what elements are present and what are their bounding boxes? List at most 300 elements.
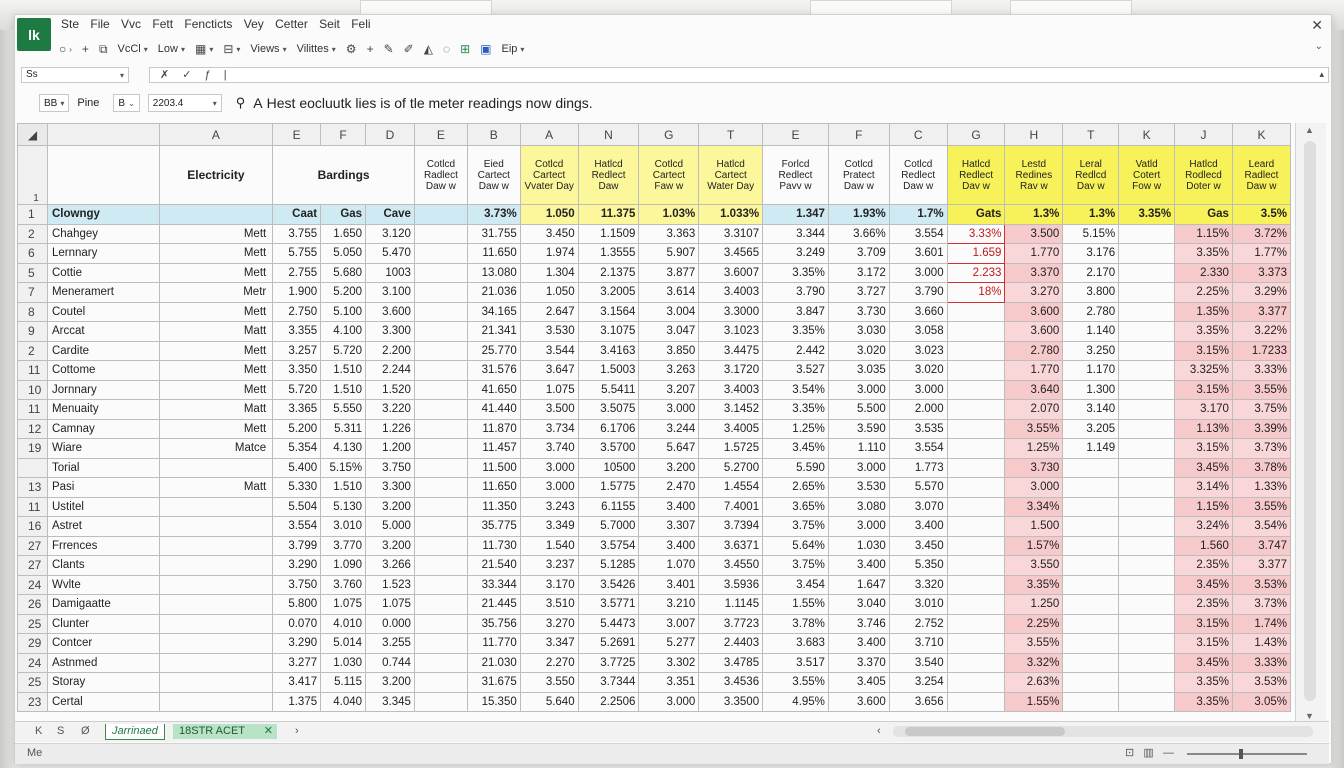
cell[interactable]: 1.075 xyxy=(321,595,366,615)
cell[interactable]: 5.350 xyxy=(889,556,947,576)
cell[interactable]: 1.226 xyxy=(366,419,415,439)
cell[interactable] xyxy=(414,380,467,400)
cell[interactable] xyxy=(1119,497,1175,517)
cell[interactable]: 3.300 xyxy=(366,478,415,498)
cell[interactable] xyxy=(414,283,467,303)
header-cell[interactable]: Vatld Cotert Fow w xyxy=(1119,146,1175,205)
spreadsheet-grid[interactable] xyxy=(17,123,1291,721)
subheader-cell[interactable]: Cave xyxy=(366,205,415,225)
cell[interactable]: 3.35% xyxy=(1175,322,1233,342)
cell[interactable]: 3.020 xyxy=(828,341,889,361)
cell[interactable]: 3.55% xyxy=(1005,634,1063,654)
subheader-cell[interactable] xyxy=(159,205,273,225)
menu-item[interactable]: Cetter xyxy=(275,17,308,31)
cell[interactable]: 3.058 xyxy=(889,322,947,342)
cell-unit[interactable] xyxy=(159,517,273,537)
cell[interactable]: 3.33% xyxy=(1232,653,1290,673)
cell[interactable]: 3.4536 xyxy=(699,673,763,693)
cell[interactable]: 3.000 xyxy=(639,400,699,420)
cell[interactable]: 1.25% xyxy=(763,419,829,439)
cell[interactable] xyxy=(1119,614,1175,634)
cell[interactable]: 3.349 xyxy=(520,517,578,537)
column-header[interactable] xyxy=(47,124,159,146)
cell[interactable]: 3.4163 xyxy=(578,341,639,361)
cell[interactable]: 2.233 xyxy=(947,263,1005,283)
cell[interactable]: 3.300 xyxy=(366,322,415,342)
cell-unit[interactable]: Mett xyxy=(159,263,273,283)
cell-name[interactable]: Wiare xyxy=(47,439,159,459)
menu-item[interactable]: Fett xyxy=(152,17,174,31)
cell[interactable] xyxy=(947,458,1005,478)
name-box[interactable]: Ss ▾ xyxy=(21,67,129,83)
cell[interactable]: 2.470 xyxy=(639,478,699,498)
column-header[interactable]: K xyxy=(1119,124,1175,146)
cell[interactable] xyxy=(1119,439,1175,459)
cell-unit[interactable] xyxy=(159,497,273,517)
header-cell[interactable] xyxy=(47,146,159,205)
cell[interactable]: 11.650 xyxy=(467,478,520,498)
subheader-cell[interactable]: 3.73% xyxy=(467,205,520,225)
cell[interactable]: 31.675 xyxy=(467,673,520,693)
cell[interactable]: 5.200 xyxy=(273,419,321,439)
cell[interactable]: 2.780 xyxy=(1063,302,1119,322)
cell[interactable]: 3.000 xyxy=(828,517,889,537)
sheet-tab-active[interactable]: Jarrinaed xyxy=(105,724,165,740)
cell[interactable]: 3.344 xyxy=(763,224,829,244)
cell-name[interactable]: Damigaatte xyxy=(47,595,159,615)
cell[interactable]: 34.165 xyxy=(467,302,520,322)
cell[interactable]: 3.799 xyxy=(273,536,321,556)
cell-name[interactable]: Ustitel xyxy=(47,497,159,517)
cell[interactable]: 3.35% xyxy=(1005,575,1063,595)
table-icon[interactable]: ⊞ xyxy=(460,42,471,56)
cell[interactable]: 3.140 xyxy=(1063,400,1119,420)
cell[interactable]: 5.200 xyxy=(321,283,366,303)
cell[interactable]: 3.450 xyxy=(520,224,578,244)
cell[interactable] xyxy=(1119,283,1175,303)
cell[interactable]: 3.320 xyxy=(889,575,947,595)
column-header[interactable]: G xyxy=(947,124,1005,146)
cell[interactable]: 1.500 xyxy=(1005,517,1063,537)
cell-name[interactable]: Frrences xyxy=(47,536,159,556)
cell[interactable]: 2.1375 xyxy=(578,263,639,283)
cell[interactable]: 5.1285 xyxy=(578,556,639,576)
cell[interactable]: 1.647 xyxy=(828,575,889,595)
cell-unit[interactable]: Mett xyxy=(159,380,273,400)
cell[interactable]: 35.775 xyxy=(467,517,520,537)
cell[interactable]: 3.3000 xyxy=(699,302,763,322)
cell[interactable]: 1.5725 xyxy=(699,439,763,459)
cell-name[interactable]: Chahgey xyxy=(47,224,159,244)
cell[interactable] xyxy=(414,224,467,244)
subheader-cell[interactable] xyxy=(414,205,467,225)
menu-item[interactable]: Vey xyxy=(243,17,264,31)
cell[interactable]: 3.755 xyxy=(273,224,321,244)
cell[interactable]: 11.770 xyxy=(467,634,520,654)
cell-unit[interactable]: Mett xyxy=(159,419,273,439)
cell[interactable] xyxy=(1119,595,1175,615)
cell[interactable]: 10500 xyxy=(578,458,639,478)
cell[interactable] xyxy=(414,478,467,498)
scroll-up-icon[interactable]: ▲ xyxy=(1305,125,1314,135)
cell[interactable]: 5.354 xyxy=(273,439,321,459)
cell[interactable]: 3.347 xyxy=(520,634,578,654)
cell[interactable]: 3.417 xyxy=(273,673,321,693)
cell[interactable] xyxy=(1119,400,1175,420)
cell[interactable]: 1.77% xyxy=(1232,244,1290,264)
cell[interactable]: 2.35% xyxy=(1175,556,1233,576)
cell[interactable]: 21.341 xyxy=(467,322,520,342)
cell[interactable] xyxy=(1119,575,1175,595)
cell[interactable]: 5.050 xyxy=(321,244,366,264)
cell[interactable]: 3.000 xyxy=(1005,478,1063,498)
cell[interactable]: 3.007 xyxy=(639,614,699,634)
cell[interactable]: 11.350 xyxy=(467,497,520,517)
cell[interactable]: 3.15% xyxy=(1175,380,1233,400)
cell[interactable] xyxy=(947,302,1005,322)
cell[interactable]: 3.4003 xyxy=(699,380,763,400)
cell[interactable] xyxy=(1063,653,1119,673)
cell-name[interactable]: Coutel xyxy=(47,302,159,322)
cell[interactable]: 3.35% xyxy=(1175,692,1233,712)
cell[interactable]: 3.65% xyxy=(763,497,829,517)
cell[interactable]: 3.7394 xyxy=(699,517,763,537)
cell[interactable] xyxy=(414,692,467,712)
cell[interactable]: 3.035 xyxy=(828,361,889,381)
cell[interactable]: 5.7000 xyxy=(578,517,639,537)
cell[interactable] xyxy=(947,361,1005,381)
cell-name[interactable]: Storay xyxy=(47,673,159,693)
cell[interactable]: 3.000 xyxy=(520,478,578,498)
cell-unit[interactable] xyxy=(159,653,273,673)
cell[interactable]: 1.659 xyxy=(947,244,1005,264)
header-cell[interactable]: Hatlcd Redlect Daw xyxy=(578,146,639,205)
cell[interactable]: 2.070 xyxy=(1005,400,1063,420)
cell[interactable] xyxy=(1063,556,1119,576)
cell[interactable]: 18% xyxy=(947,283,1005,303)
cell[interactable]: 5.907 xyxy=(639,244,699,264)
cell[interactable]: 2.244 xyxy=(366,361,415,381)
cell[interactable]: 1.55% xyxy=(1005,692,1063,712)
cell[interactable]: 1.15% xyxy=(1175,224,1233,244)
menu-item[interactable]: Feli xyxy=(351,17,371,31)
cell[interactable]: 3.290 xyxy=(273,556,321,576)
cell[interactable]: 3.32% xyxy=(1005,653,1063,673)
cell[interactable] xyxy=(1063,634,1119,654)
cell[interactable]: 3.35% xyxy=(763,400,829,420)
cell[interactable]: 5.014 xyxy=(321,634,366,654)
cell[interactable]: 3.400 xyxy=(639,497,699,517)
cell[interactable]: 1.030 xyxy=(828,536,889,556)
cell[interactable]: 1.110 xyxy=(828,439,889,459)
cell[interactable]: 4.010 xyxy=(321,614,366,634)
header-cell[interactable]: Cotlcd Radlect Daw w xyxy=(414,146,467,205)
cell[interactable]: 3.34% xyxy=(1005,497,1063,517)
cell[interactable]: 2.170 xyxy=(1063,263,1119,283)
cell-unit[interactable]: Mett xyxy=(159,224,273,244)
header-cell[interactable]: Forlcd Redlect Pavv w xyxy=(763,146,829,205)
cell[interactable]: 11.870 xyxy=(467,419,520,439)
cell[interactable]: 3.750 xyxy=(366,458,415,478)
column-header[interactable]: A xyxy=(159,124,273,146)
cell[interactable]: 1.74% xyxy=(1232,614,1290,634)
cell[interactable]: 3.3107 xyxy=(699,224,763,244)
cell[interactable]: 11.457 xyxy=(467,439,520,459)
cell[interactable]: 1.300 xyxy=(1063,380,1119,400)
vertical-scrollbar[interactable] xyxy=(1295,123,1326,723)
help-dropdown[interactable]: Eip ▾ xyxy=(501,43,525,55)
cell[interactable]: 1.15% xyxy=(1175,497,1233,517)
subheader-cell[interactable]: 1.347 xyxy=(763,205,829,225)
cell[interactable]: 3.351 xyxy=(639,673,699,693)
cell[interactable]: 3.35% xyxy=(763,322,829,342)
cell[interactable]: 3.601 xyxy=(889,244,947,264)
cell-unit[interactable]: Matt xyxy=(159,400,273,420)
scroll-thumb[interactable] xyxy=(905,727,1065,736)
cell[interactable]: 3.527 xyxy=(763,361,829,381)
cell-name[interactable]: Jornnary xyxy=(47,380,159,400)
cell-unit[interactable]: Matce xyxy=(159,439,273,459)
cell[interactable]: 5.100 xyxy=(321,302,366,322)
cell[interactable] xyxy=(414,536,467,556)
cell[interactable] xyxy=(947,380,1005,400)
column-header[interactable]: E xyxy=(273,124,321,146)
cell[interactable]: 1.5003 xyxy=(578,361,639,381)
cell[interactable]: 3.734 xyxy=(520,419,578,439)
subheader-cell[interactable]: 1.050 xyxy=(520,205,578,225)
cell[interactable]: 3.176 xyxy=(1063,244,1119,264)
cell[interactable]: 1.510 xyxy=(321,380,366,400)
cell-unit[interactable] xyxy=(159,595,273,615)
cell[interactable]: 11.650 xyxy=(467,244,520,264)
cell[interactable]: 5.330 xyxy=(273,478,321,498)
scroll-arrow-icon[interactable]: ▴ xyxy=(1319,69,1324,79)
cell[interactable]: 3.405 xyxy=(828,673,889,693)
cell[interactable]: 1.510 xyxy=(321,478,366,498)
cell[interactable] xyxy=(1119,361,1175,381)
cell[interactable]: 3.75% xyxy=(763,517,829,537)
cell[interactable]: 4.040 xyxy=(321,692,366,712)
header-cell[interactable]: Leral Redlcd Dav w xyxy=(1063,146,1119,205)
cell[interactable]: 5.800 xyxy=(273,595,321,615)
cell[interactable]: 21.036 xyxy=(467,283,520,303)
cell[interactable]: 1.090 xyxy=(321,556,366,576)
cell[interactable]: 3.45% xyxy=(763,439,829,459)
cell[interactable]: 3.400 xyxy=(828,634,889,654)
cell[interactable]: 1.520 xyxy=(366,380,415,400)
cell[interactable] xyxy=(1119,380,1175,400)
cell[interactable]: 13.080 xyxy=(467,263,520,283)
cell[interactable] xyxy=(947,653,1005,673)
cell[interactable] xyxy=(414,458,467,478)
cell[interactable]: 3.4785 xyxy=(699,653,763,673)
menu-item[interactable]: Seit xyxy=(319,17,340,31)
comment-icon[interactable]: ◌ xyxy=(442,42,451,56)
cell[interactable]: 3.730 xyxy=(1005,458,1063,478)
cell[interactable]: 3.7725 xyxy=(578,653,639,673)
cell[interactable]: 15.350 xyxy=(467,692,520,712)
cell[interactable]: 2.270 xyxy=(520,653,578,673)
cell[interactable] xyxy=(414,361,467,381)
cell[interactable] xyxy=(1119,419,1175,439)
cell[interactable]: 3.400 xyxy=(889,517,947,537)
cell[interactable]: 3.500 xyxy=(520,400,578,420)
cell[interactable]: 3.000 xyxy=(889,263,947,283)
column-header[interactable]: H xyxy=(1005,124,1063,146)
cell[interactable]: 3.746 xyxy=(828,614,889,634)
cell[interactable]: 41.440 xyxy=(467,400,520,420)
cell-name[interactable]: Astnmed xyxy=(47,653,159,673)
cell[interactable]: 1.3555 xyxy=(578,244,639,264)
cell[interactable]: 3.000 xyxy=(639,692,699,712)
cell[interactable]: 1.5775 xyxy=(578,478,639,498)
cell[interactable]: 3.237 xyxy=(520,556,578,576)
cell[interactable] xyxy=(414,517,467,537)
cell-name[interactable]: Certal xyxy=(47,692,159,712)
cell[interactable]: 3.200 xyxy=(366,536,415,556)
cell-unit[interactable] xyxy=(159,575,273,595)
cell[interactable]: 3.535 xyxy=(889,419,947,439)
cell[interactable] xyxy=(1063,536,1119,556)
cell[interactable]: 2.35% xyxy=(1175,595,1233,615)
cell[interactable]: 3.33% xyxy=(947,224,1005,244)
cell[interactable] xyxy=(1119,673,1175,693)
cell[interactable]: 1.375 xyxy=(273,692,321,712)
column-header[interactable]: G xyxy=(639,124,699,146)
cell[interactable]: 3.554 xyxy=(889,224,947,244)
cell[interactable]: 1.540 xyxy=(520,536,578,556)
cell[interactable]: 3.790 xyxy=(763,283,829,303)
cell[interactable]: 3.800 xyxy=(1063,283,1119,303)
column-header[interactable]: J xyxy=(1175,124,1233,146)
subheader-cell[interactable]: 1.3% xyxy=(1005,205,1063,225)
cell[interactable]: 3.270 xyxy=(520,614,578,634)
cell[interactable]: 3.277 xyxy=(273,653,321,673)
cell[interactable]: 1.140 xyxy=(1063,322,1119,342)
cell[interactable]: 1.510 xyxy=(321,361,366,381)
cell-unit[interactable] xyxy=(159,634,273,654)
cell[interactable]: 3.200 xyxy=(639,458,699,478)
cell[interactable]: 31.576 xyxy=(467,361,520,381)
cell[interactable]: 5.2700 xyxy=(699,458,763,478)
cell[interactable]: 5.15% xyxy=(1063,224,1119,244)
cell[interactable]: 3.683 xyxy=(763,634,829,654)
menu-item[interactable]: Fencticts xyxy=(184,17,233,31)
cell-name[interactable]: Lernnary xyxy=(47,244,159,264)
cell-unit[interactable]: Mett xyxy=(159,341,273,361)
cell[interactable]: 0.070 xyxy=(273,614,321,634)
zoom-slider[interactable] xyxy=(1187,753,1307,755)
cell[interactable] xyxy=(947,341,1005,361)
cell[interactable]: 3.170 xyxy=(520,575,578,595)
cell[interactable]: 3.35% xyxy=(1175,673,1233,693)
cell[interactable]: 5.130 xyxy=(321,497,366,517)
cell[interactable]: 2.442 xyxy=(763,341,829,361)
cell[interactable] xyxy=(1119,517,1175,537)
cell[interactable]: 3.647 xyxy=(520,361,578,381)
cell[interactable]: 3.5754 xyxy=(578,536,639,556)
cell[interactable] xyxy=(1119,302,1175,322)
cell[interactable] xyxy=(414,419,467,439)
settings-icon[interactable]: ⚙ xyxy=(345,42,357,56)
format-dropdown[interactable]: B ⌄ xyxy=(113,94,139,112)
scroll-left-icon[interactable]: ‹ xyxy=(877,725,881,737)
cell[interactable]: 3.54% xyxy=(763,380,829,400)
cell[interactable]: 2.63% xyxy=(1005,673,1063,693)
close-icon[interactable]: ✕ xyxy=(1311,17,1323,33)
cell-name[interactable]: Arccat xyxy=(47,322,159,342)
cell[interactable]: 3.66% xyxy=(828,224,889,244)
subheader-cell[interactable]: 1.3% xyxy=(1063,205,1119,225)
subheader-cell[interactable]: 11.375 xyxy=(578,205,639,225)
cell[interactable]: 1.974 xyxy=(520,244,578,264)
view-icons[interactable]: ⊡ ▥ ― xyxy=(1125,747,1174,759)
cell[interactable]: 2.000 xyxy=(889,400,947,420)
cell[interactable] xyxy=(1063,517,1119,537)
cell[interactable]: 5.755 xyxy=(273,244,321,264)
cell[interactable]: 1003 xyxy=(366,263,415,283)
cell[interactable]: 1.250 xyxy=(1005,595,1063,615)
brush-icon[interactable]: ✐ xyxy=(403,42,414,56)
cell-unit[interactable] xyxy=(159,614,273,634)
column-header[interactable]: D xyxy=(366,124,415,146)
cell-name[interactable]: Wvlte xyxy=(47,575,159,595)
close-tab-icon[interactable]: ✕ xyxy=(263,725,273,737)
cell[interactable]: 5.640 xyxy=(520,692,578,712)
cell[interactable]: 3.370 xyxy=(1005,263,1063,283)
cell[interactable] xyxy=(1063,458,1119,478)
cell[interactable]: 5.277 xyxy=(639,634,699,654)
cell[interactable]: 1.304 xyxy=(520,263,578,283)
cell-name[interactable]: Cottie xyxy=(47,263,159,283)
column-header[interactable]: C xyxy=(889,124,947,146)
cell[interactable]: 3.22% xyxy=(1232,322,1290,342)
cell[interactable]: 1.1145 xyxy=(699,595,763,615)
cell[interactable]: 3.39% xyxy=(1232,419,1290,439)
chevron-down-icon[interactable]: ⌄ xyxy=(1314,41,1323,52)
cell[interactable]: 3.355 xyxy=(273,322,321,342)
subheader-cell[interactable]: 3.5% xyxy=(1232,205,1290,225)
cell[interactable]: 3.205 xyxy=(1063,419,1119,439)
cell[interactable]: 3.257 xyxy=(273,341,321,361)
cell[interactable] xyxy=(414,634,467,654)
cell[interactable]: 3.750 xyxy=(273,575,321,595)
cell[interactable] xyxy=(1063,692,1119,712)
cell-unit[interactable]: Matt xyxy=(159,478,273,498)
cell[interactable]: 35.756 xyxy=(467,614,520,634)
cell[interactable]: 3.1452 xyxy=(699,400,763,420)
cell[interactable]: 3.6007 xyxy=(699,263,763,283)
cell[interactable] xyxy=(947,634,1005,654)
cell[interactable] xyxy=(1063,673,1119,693)
cell[interactable]: 3.600 xyxy=(1005,322,1063,342)
header-cell[interactable]: Electricity xyxy=(159,146,273,205)
cell[interactable] xyxy=(947,419,1005,439)
cell[interactable]: 1.13% xyxy=(1175,419,1233,439)
subheader-cell[interactable]: 3.35% xyxy=(1119,205,1175,225)
style-dropdown[interactable]: BB ▾ xyxy=(39,94,69,112)
cell[interactable]: 1.773 xyxy=(889,458,947,478)
cell-unit[interactable]: Mett xyxy=(159,302,273,322)
cell[interactable]: 3.75% xyxy=(1232,400,1290,420)
subheader-cell[interactable]: Caat xyxy=(273,205,321,225)
cell[interactable]: 6.1155 xyxy=(578,497,639,517)
cell[interactable]: 1.770 xyxy=(1005,244,1063,264)
cell[interactable]: 1.43% xyxy=(1232,634,1290,654)
cell[interactable]: 5.720 xyxy=(273,380,321,400)
cell[interactable]: 3.554 xyxy=(889,439,947,459)
cell[interactable]: 3.544 xyxy=(520,341,578,361)
